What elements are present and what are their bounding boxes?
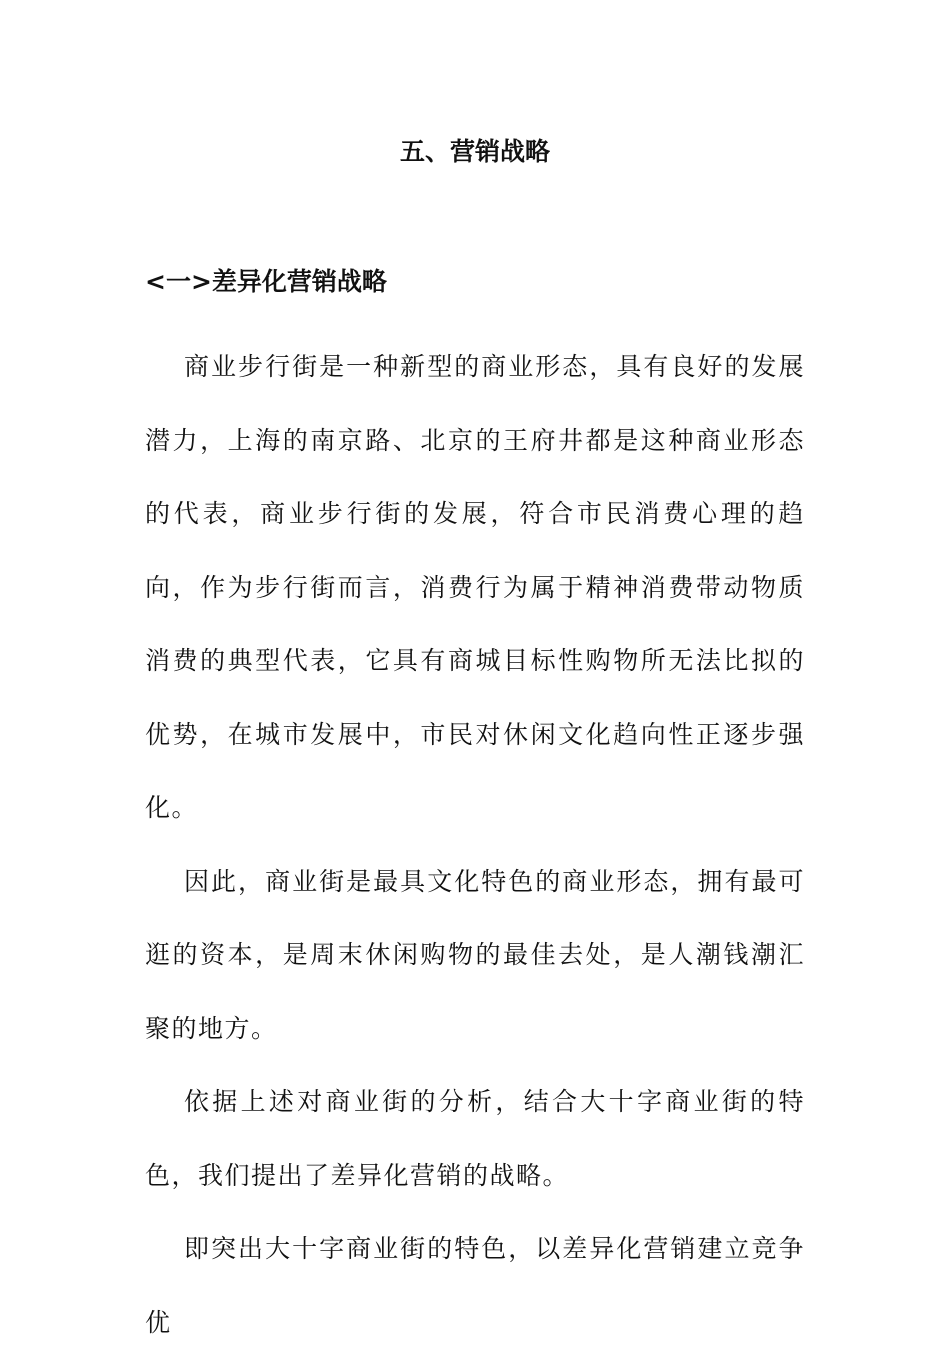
- page-title: 五、营销战略: [399, 137, 550, 166]
- paragraph: 商业步行街是一种新型的商业形态，具有良好的发展潜力，上海的南京路、北京的王府井都是这种商业形态的代表，商业步行街的发展，符合市民消费心理的趋向，作为步行街而言，消费行为属于精神消费带动物质消费的典型代表，它具有商城目标性购物所无法比拟的优势，在城市发展中，市民对休闲文化趋向性正逐步强化。: [145, 352, 805, 822]
- document-body: [145, 330, 805, 1359]
- section-heading: <一>差异化营销战略: [145, 267, 387, 296]
- paragraph: 依据上述对商业街的分析，结合大十字商业街的特色，我们提出了差异化营销的战略。: [145, 1087, 805, 1190]
- paragraph: 因此，商业街是最具文化特色的商业形态，拥有最可逛的资本，是周末休闲购物的最佳去处，是人潮钱潮汇聚的地方。: [145, 866, 805, 1043]
- paragraph: 即突出大十字商业街的特色，以差异化营销建立竞争优: [145, 1234, 805, 1337]
